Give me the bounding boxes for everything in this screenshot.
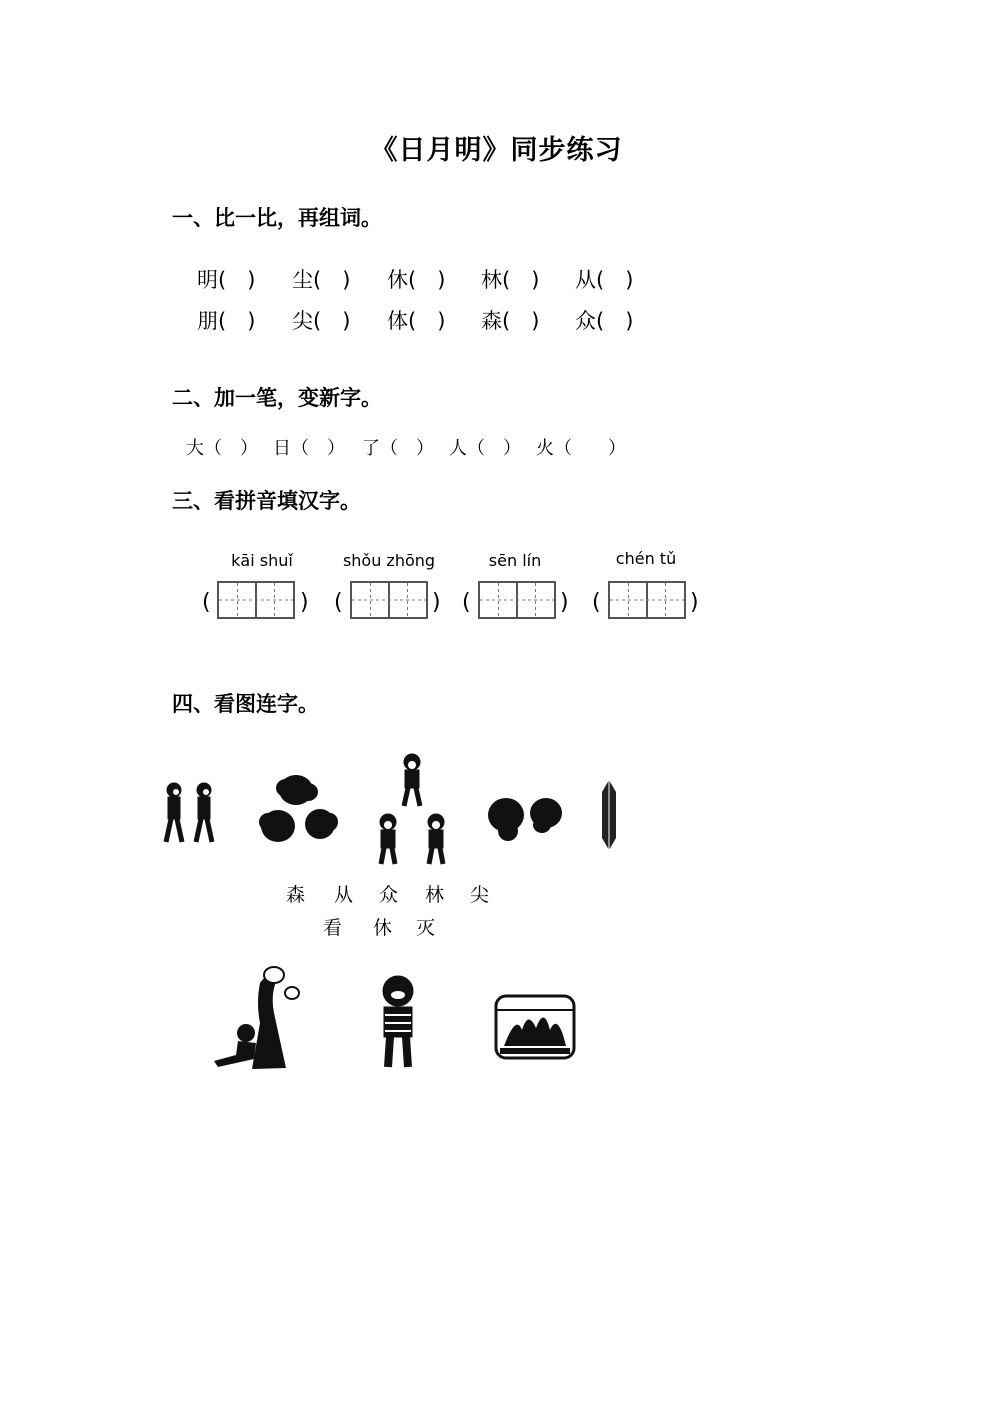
- open-paren: (: [592, 590, 601, 615]
- person-resting-under-tree-picture: [208, 963, 308, 1075]
- writing-grid[interactable]: [608, 581, 686, 619]
- compare-item: 尘( ): [292, 268, 351, 292]
- three-people-picture: [372, 752, 456, 870]
- close-paren: ): [300, 590, 309, 615]
- pencil-picture: [598, 778, 620, 853]
- close-paren: ): [432, 590, 441, 615]
- two-trees-picture: [486, 795, 566, 843]
- connect-char[interactable]: 从: [334, 884, 354, 906]
- pinyin-label: shǒu zhōng: [342, 551, 436, 570]
- compare-item: 林( ): [481, 268, 540, 292]
- add-stroke-item: 了（ ）: [362, 438, 434, 459]
- two-people-walking-picture: [158, 780, 228, 850]
- pinyin-label: kāi shuǐ: [231, 551, 293, 570]
- compare-item: 众( ): [575, 309, 634, 333]
- connect-char[interactable]: 休: [373, 917, 393, 939]
- add-stroke-item: 人（ ）: [449, 438, 521, 459]
- close-paren: ): [690, 590, 699, 615]
- writing-grid[interactable]: [478, 581, 556, 619]
- writing-grid[interactable]: [350, 581, 428, 619]
- open-paren: (: [334, 590, 343, 615]
- writing-grid[interactable]: [217, 581, 295, 619]
- open-paren: (: [462, 590, 471, 615]
- compare-item: 休( ): [387, 268, 446, 292]
- section3-heading: 三、看拼音填汉字。: [172, 488, 361, 513]
- three-trees-picture: [258, 770, 340, 850]
- compare-item: 明( ): [197, 268, 256, 292]
- compare-item: 朋( ): [197, 309, 256, 333]
- add-stroke-item: 日（ ）: [273, 438, 345, 459]
- connect-char[interactable]: 看: [323, 917, 343, 939]
- section4-heading: 四、看图连字。: [172, 691, 319, 716]
- section2-heading: 二、加一笔，变新字。: [172, 385, 382, 410]
- boy-covering-eyes-picture: [368, 973, 428, 1073]
- page-title: 《日月明》同步练习: [370, 135, 623, 166]
- section1-heading: 一、比一比，再组词。: [172, 205, 382, 230]
- connect-char[interactable]: 林: [425, 884, 445, 906]
- connect-char[interactable]: 灭: [416, 917, 436, 939]
- compare-item: 从( ): [575, 268, 634, 292]
- connect-char[interactable]: 众: [379, 884, 399, 906]
- connect-char[interactable]: 尖: [470, 884, 490, 906]
- close-paren: ): [560, 590, 569, 615]
- add-stroke-item: 大（ ）: [186, 438, 258, 459]
- compare-item: 尖( ): [292, 309, 351, 333]
- pinyin-label: sēn lín: [488, 551, 542, 570]
- compare-item: 森( ): [481, 309, 540, 333]
- compare-item: 体( ): [387, 309, 446, 333]
- connect-char[interactable]: 森: [286, 884, 306, 906]
- open-paren: (: [202, 590, 211, 615]
- pinyin-label: chén tǔ: [615, 549, 677, 568]
- covered-fire-stove-picture: [492, 990, 578, 1064]
- add-stroke-item: 火（ ）: [536, 438, 626, 459]
